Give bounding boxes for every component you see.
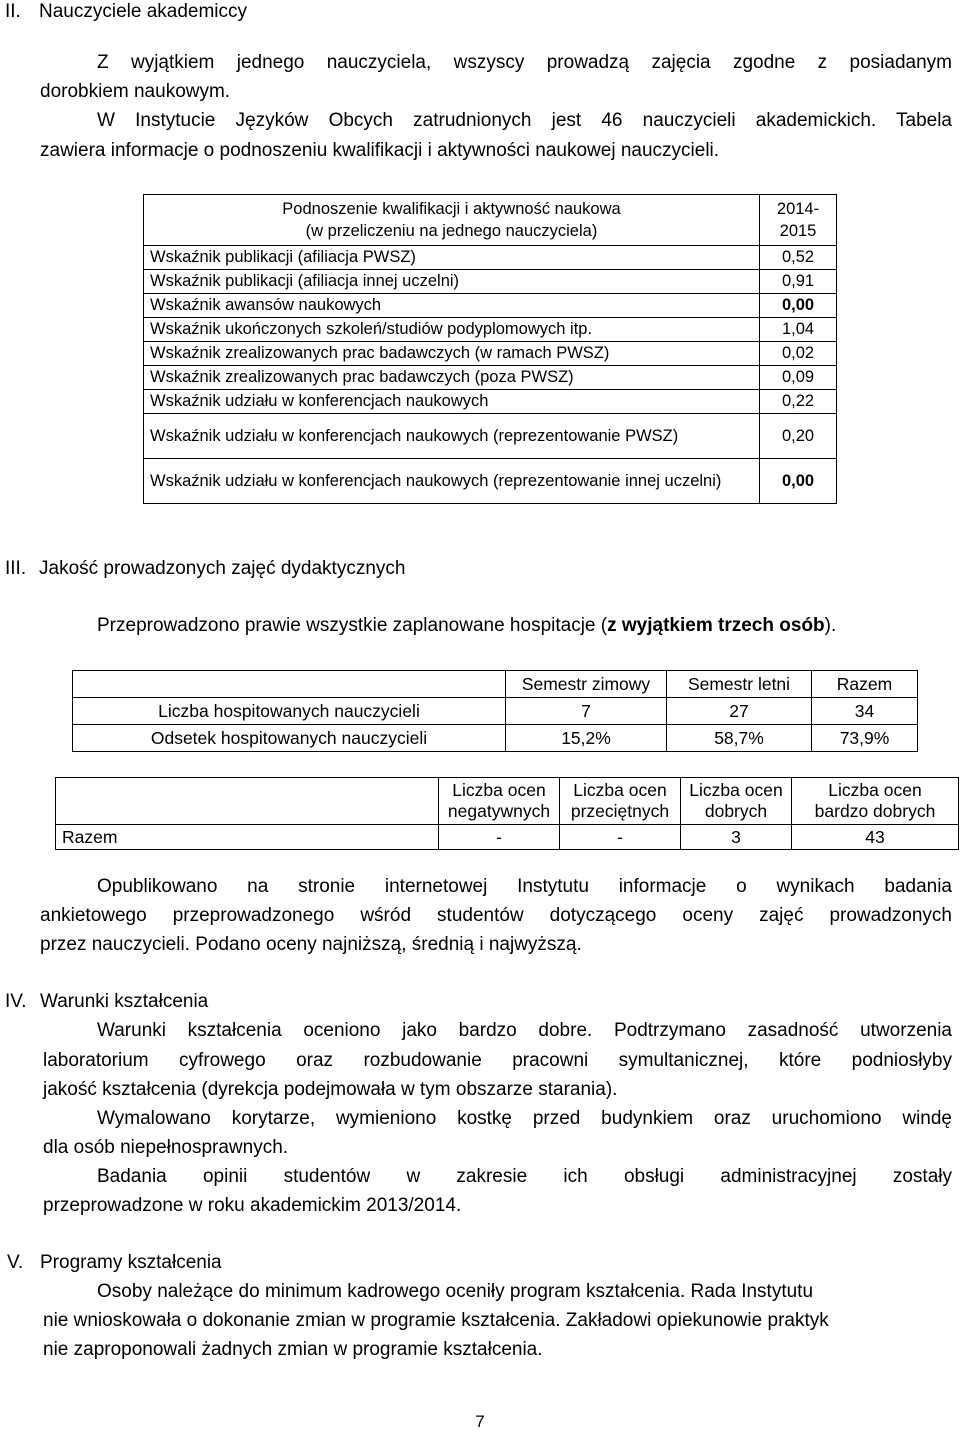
cell: 58,7%	[667, 725, 812, 752]
cell: 3	[681, 825, 792, 850]
qualifications-header-line-1: Podnoszenie kwalifikacji i aktywność naukowa	[282, 199, 621, 218]
section-4-line-1: Warunki kształcenia oceniono jako bardzo dobre. Podtrzymano zasadność utworzenia	[97, 1020, 952, 1041]
section-4-line-7: przeprowadzone w roku akademickim 2013/2014.	[43, 1195, 462, 1216]
section-4-line-3: jakość kształcenia (dyrekcja podejmowała w tym obszarze starania).	[43, 1079, 618, 1100]
table-row	[73, 698, 918, 725]
row-value: 0,02	[760, 342, 837, 366]
section-3-paragraph-line-2: ankietowego przeprowadzonego wśród studentów dotyczącego oceny zajęć prowadzonych	[40, 905, 952, 926]
table-row	[144, 366, 837, 390]
section-2-title: Nauczyciele akademiccy	[39, 1, 248, 22]
header-cell: Liczba ocen dobrych	[681, 778, 792, 825]
header-cell: Semestr zimowy	[506, 671, 667, 698]
section-2-number: II.	[5, 1, 21, 22]
hospitation-intro	[97, 616, 836, 635]
table-row	[144, 294, 837, 318]
cell: 7	[506, 698, 667, 725]
section-2-paragraph-line-1: Z wyjątkiem jednego nauczyciela, wszyscy prowadzą zajęcia zgodne z posiadanym	[97, 52, 952, 73]
table-header-row	[56, 778, 959, 825]
grades-table	[55, 777, 959, 850]
cell: 43	[792, 825, 959, 850]
header-cell-empty	[56, 778, 439, 825]
row-label: Wskaźnik zrealizowanych prac badawczych (poza PWSZ)	[144, 366, 760, 390]
section-2-paragraph-line-2: dorobkiem naukowym.	[40, 81, 231, 102]
table-row	[144, 246, 837, 270]
section-3-title: Jakość prowadzonych zajęć dydaktycznych	[39, 558, 406, 579]
section-3-number: III.	[5, 558, 27, 579]
row-label: Wskaźnik awansów naukowych	[144, 294, 760, 318]
table-row	[73, 725, 918, 752]
year-line-1: 2014-	[776, 199, 820, 218]
year-line-2: 2015	[779, 222, 817, 240]
header-cell: Razem	[812, 671, 918, 698]
cell: 27	[667, 698, 812, 725]
row-value: 0,52	[760, 246, 837, 270]
section-4-line-2: laboratorium cyfrowego oraz rozbudowanie pracowni symultanicznej, które podniosłyby	[43, 1050, 952, 1071]
row-label: Wskaźnik ukończonych szkoleń/studiów podyplomowych itp.	[144, 318, 760, 342]
row-label: Wskaźnik udziału w konferencjach naukowych	[144, 390, 760, 414]
hospitation-intro-end: ).	[824, 615, 837, 636]
table-row	[144, 318, 837, 342]
header-cell: Semestr letni	[667, 671, 812, 698]
row-value: 0,09	[760, 366, 837, 390]
page-number: 7	[475, 1412, 485, 1431]
section-4-number: IV.	[5, 991, 27, 1012]
row-label: Wskaźnik publikacji (afiliacja PWSZ)	[144, 246, 760, 270]
row-value: 0,00	[760, 294, 837, 318]
table-row	[56, 825, 959, 850]
row-label: Liczba hospitowanych nauczycieli	[73, 698, 506, 725]
section-5-line-2: nie wnioskowała o dokonanie zmian w programie kształcenia. Zakładowi opiekunowie praktyk	[43, 1310, 829, 1331]
table-header-row	[73, 671, 918, 698]
qualifications-table-header	[144, 195, 837, 246]
section-3-paragraph-line-3: przez nauczycieli. Podano oceny najniższą, średnią i najwyższą.	[40, 934, 582, 955]
row-label: Wskaźnik udziału w konferencjach naukowych (reprezentowanie innej uczelni)	[144, 459, 760, 504]
row-value: 0,22	[760, 390, 837, 414]
table-row	[144, 414, 837, 459]
row-label: Wskaźnik publikacji (afiliacja innej uczelni)	[144, 270, 760, 294]
header-cell	[73, 671, 506, 698]
section-2-paragraph-line-3: W Instytucie Języków Obcych zatrudnionych jest 46 nauczycieli akademickich. Tabela	[97, 110, 952, 131]
qualifications-table	[143, 194, 837, 504]
row-value: 1,04	[760, 318, 837, 342]
section-5-line-1: Osoby należące do minimum kadrowego oceniły program kształcenia. Rada Instytutu	[97, 1281, 814, 1302]
section-5-number: V.	[7, 1252, 24, 1273]
table-row	[144, 459, 837, 504]
row-label: Wskaźnik udziału w konferencjach naukowych (reprezentowanie PWSZ)	[144, 414, 760, 459]
cell: 73,9%	[812, 725, 918, 752]
section-4-title: Warunki kształcenia	[40, 991, 209, 1012]
section-4-line-4: Wymalowano korytarze, wymieniono kostkę przed budynkiem oraz uruchomiono windę	[97, 1108, 952, 1129]
section-3-paragraph-line-1: Opublikowano na stronie internetowej Instytutu informacje o wynikach badania	[97, 876, 952, 897]
section-4-line-5: dla osób niepełnosprawnych.	[43, 1137, 289, 1158]
hospitation-table	[72, 670, 918, 752]
header-cell: Liczba ocen przeciętnych	[560, 778, 681, 825]
section-2-paragraph-line-4: zawiera informacje o podnoszeniu kwalifikacji i aktywności naukowej nauczycieli.	[40, 140, 720, 161]
table-row	[144, 270, 837, 294]
hospitation-intro-text: Przeprowadzono prawie wszystkie zaplanowane hospitacje (	[97, 615, 608, 636]
row-value: 0,91	[760, 270, 837, 294]
header-cell: Liczba ocen bardzo dobrych	[792, 778, 959, 825]
section-5-title: Programy kształcenia	[40, 1252, 222, 1273]
qualifications-year-cell	[760, 195, 837, 246]
section-4-line-6: Badania opinii studentów w zakresie ich obsługi administracyjnej zostały	[97, 1166, 952, 1187]
row-label: Odsetek hospitowanych nauczycieli	[73, 725, 506, 752]
row-label: Wskaźnik zrealizowanych prac badawczych (w ramach PWSZ)	[144, 342, 760, 366]
table-row	[144, 342, 837, 366]
row-value: 0,20	[760, 414, 837, 459]
section-5-line-3: nie zaproponowali żadnych zmian w programie kształcenia.	[43, 1339, 543, 1360]
cell: 15,2%	[506, 725, 667, 752]
qualifications-header-cell	[144, 195, 760, 246]
table-row	[144, 390, 837, 414]
row-label: Razem	[56, 825, 439, 850]
header-cell: Liczba ocen negatywnych	[439, 778, 560, 825]
cell: -	[560, 825, 681, 850]
hospitation-intro-bold: z wyjątkiem trzech osób	[607, 615, 825, 636]
qualifications-header-line-2: (w przeliczeniu na jednego nauczyciela)	[305, 222, 598, 240]
cell: -	[439, 825, 560, 850]
cell: 34	[812, 698, 918, 725]
row-value: 0,00	[760, 459, 837, 504]
